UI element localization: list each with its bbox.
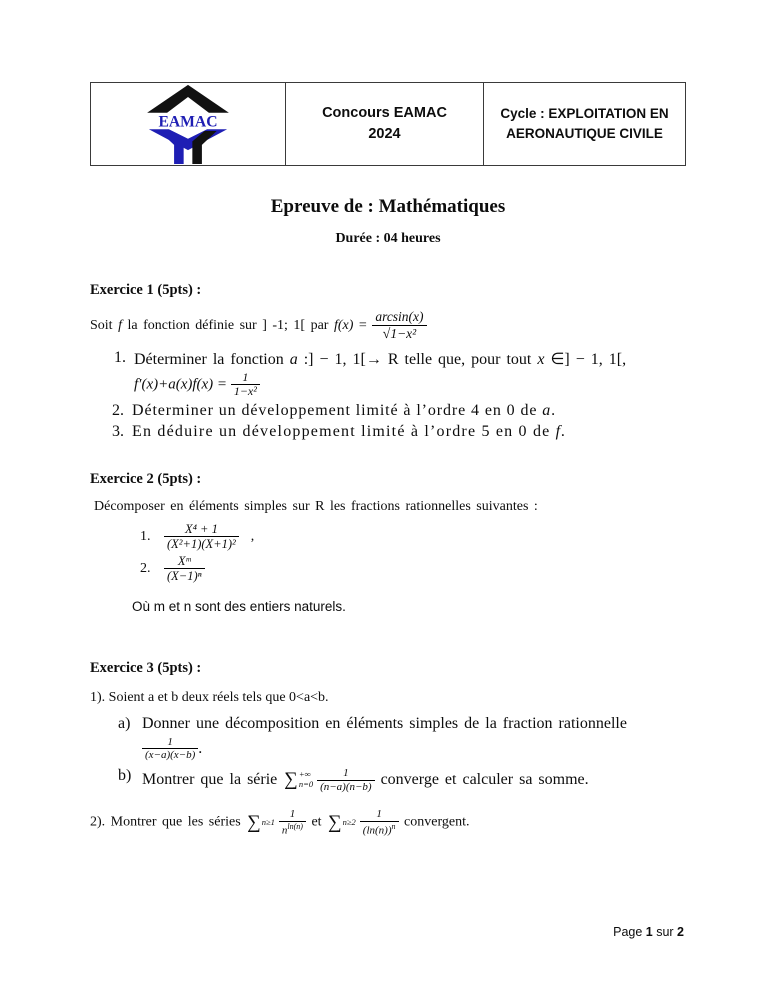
ex1-item1-formula: f′(x)+a(x)f(x) = $\frac{1}{\text{1−x²}}$	[134, 371, 686, 400]
page-title: Epreuve de : Mathématiques	[270, 196, 506, 217]
duration-line: Durée : 04 heures	[335, 231, 441, 246]
ex2-note: Où m et n sont des entiers naturels.	[132, 598, 346, 614]
cycle-line1: Cycle : EXPLOITATION EN	[500, 105, 669, 121]
sum-symbol: ∑ +∞ n=0	[284, 769, 314, 791]
logo-cell	[91, 83, 286, 165]
exercise2-heading: Exercice 2 (5pts) :	[90, 471, 202, 488]
ex1-item3: 3. En déduire un développement limité à l’ordre 5 en 0 de f.	[112, 423, 567, 441]
exercise3-heading: Exercice 3 (5pts) :	[90, 659, 202, 676]
header-center-cell	[286, 83, 484, 165]
math-fraction: $\frac{1}{\text{1−x²}}$	[231, 371, 260, 400]
concours-line1: Concours EAMAC	[322, 104, 447, 121]
sum-symbol: ∑ n≥2	[328, 811, 356, 833]
math-fraction: $\frac{\text{Xᵐ}}{\text{(X−1)ⁿ}}$	[164, 554, 205, 584]
logo-text: EAMAC	[158, 113, 218, 131]
ex2-item1: 1. $\frac{\text{X⁴ + 1}}{\text{(X²+1)(X+1)²}}$ ,	[140, 522, 255, 552]
sqrt-sign: √	[382, 326, 391, 342]
ex3-item-a: a) Donner une décomposition en éléments simples de la fraction rationnelle $\frac{1}{(x-a)(x-b)}$ .	[118, 714, 627, 762]
ex3-item-b: b) Montrer que la série ∑ +∞ n=0 $\frac{1}{(n-a)(n-b)}$ converge et calculer sa somme.	[118, 766, 589, 793]
math-fraction: $\frac{\text{X⁴ + 1}}{\text{(X²+1)(X+1)²}}$	[164, 522, 239, 552]
math-fraction: $\frac{1}{(\ln(n))^n}$	[360, 808, 399, 837]
logo-roof-shape	[147, 85, 229, 113]
math-fraction: $\frac{1}{(n-a)(n-b)}$	[317, 767, 375, 793]
header-table	[90, 82, 686, 166]
exercise2-intro: Décomposer en éléments simples sur R les fractions rationnelles suivantes :	[94, 499, 538, 515]
exercise1-heading: Exercice 1 (5pts) :	[90, 282, 202, 298]
math-fraction: $\frac{1}{n^{ln(n)}}$	[279, 808, 306, 837]
eamac-logo	[142, 84, 234, 164]
ex2-item2: 2. $\frac{\text{Xᵐ}}{\text{(X−1)ⁿ}}$	[140, 554, 686, 584]
header-right-cell	[484, 83, 685, 165]
ex3-a-fraction-line: $\frac{1}{(x-a)(x-b)}$ .	[142, 736, 627, 762]
ex1-item1: 1. Déterminer la fonction a :] − 1, 1[→ R telle que, pour tout x ∈] − 1, 1[,	[114, 348, 627, 368]
page-number: Page 1 sur 2	[613, 925, 684, 939]
ex1-item2: 2. Déterminer un développement limité à l’ordre 4 en 0 de a.	[112, 402, 557, 420]
math-fraction: $\frac{\arcsin(x)}{\text{√1−x²}}$	[372, 309, 426, 343]
logo-chevron-shape	[149, 129, 227, 150]
concours-line2: 2024	[368, 126, 401, 142]
math-fraction: $\frac{1}{(x-a)(x-b)}$	[142, 736, 198, 762]
ex3-part2: 2). Montrer que les séries ∑ n≥1 $\frac{1}{n^{ln(n)}}$ et ∑ n≥2 $\frac{1}{(\ln(n))^n}$ convergent.	[90, 808, 470, 837]
ex3-part1: 1). Soient a et b deux réels tels que 0<a<b.	[90, 689, 329, 705]
sum-symbol: ∑ n≥1	[247, 811, 275, 833]
cycle-line2: AERONAUTIQUE CIVILE	[506, 126, 663, 141]
exercise1-intro: Soit f la fonction définie sur ] -1; 1[ par f(x) = $\frac{\arcsin(x)}{\text{√1−x²}}$	[90, 309, 686, 343]
